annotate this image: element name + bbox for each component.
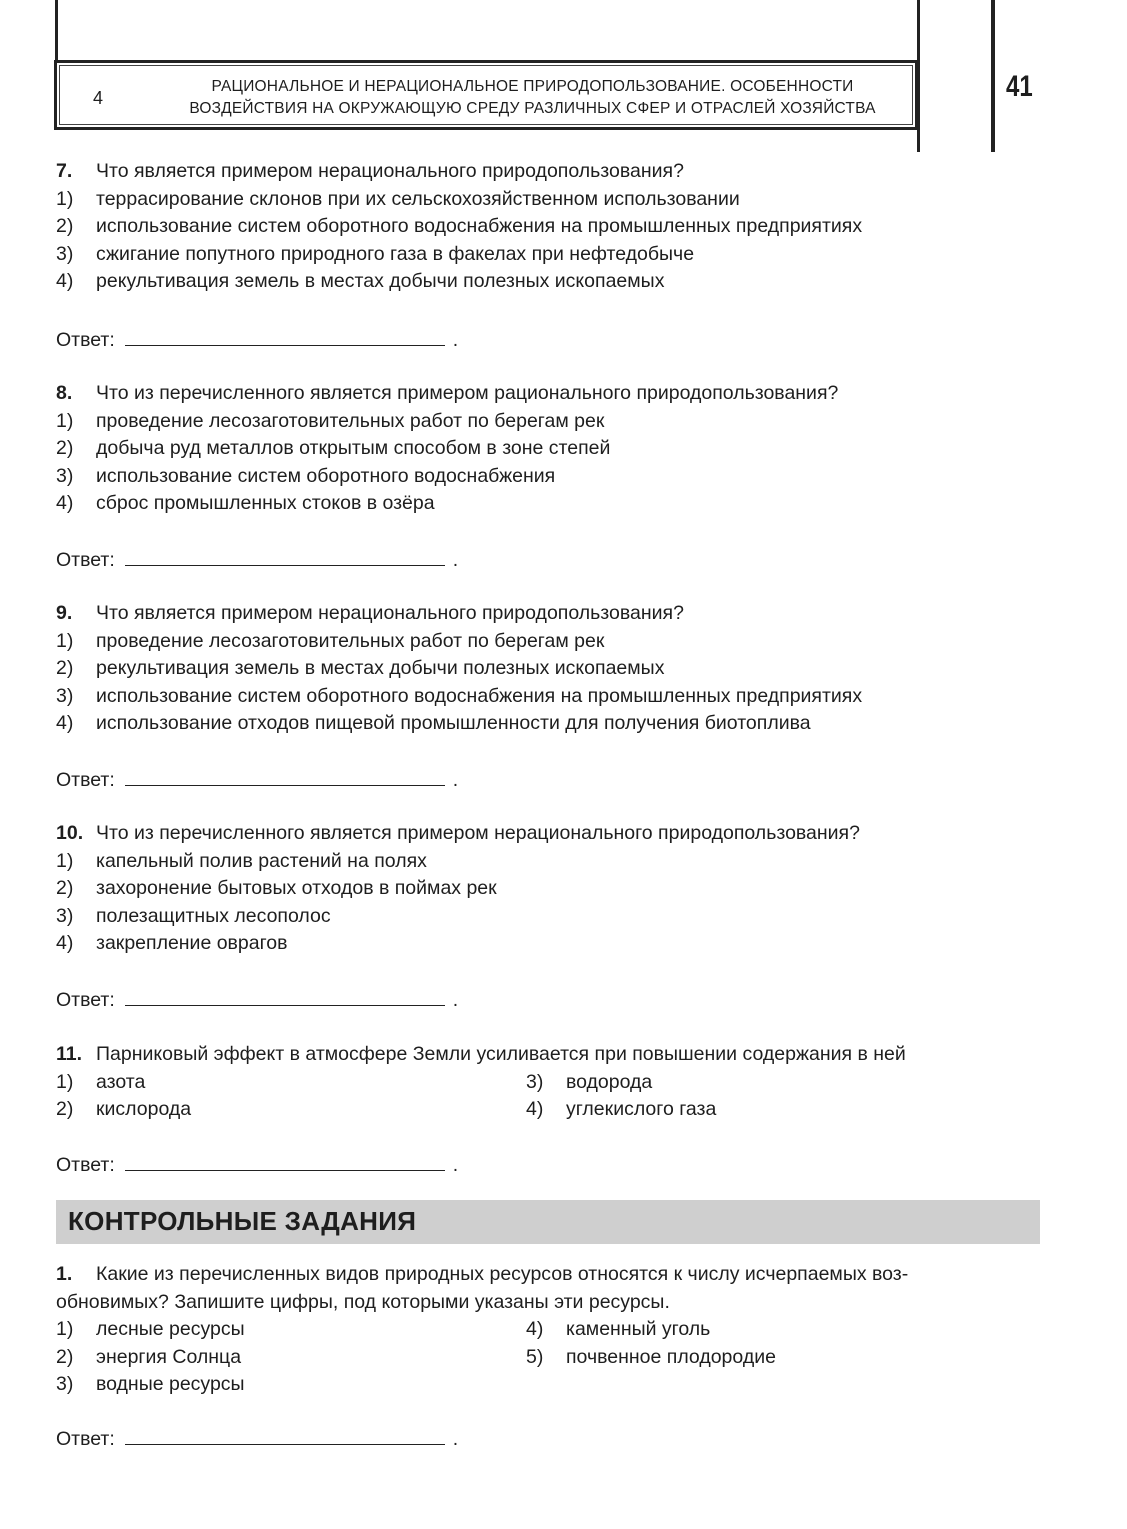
option-text: водорода <box>566 1070 653 1093</box>
answer-label: Ответ: <box>56 1154 115 1176</box>
answer-blank-field[interactable] <box>125 1426 445 1445</box>
chapter-title-line-2: ВОЗДЕЙСТВИЯ НА ОКРУЖАЮЩУЮ СРЕДУ РАЗЛИЧНЫХ СФЕР И ОТРАСЛЕЙ ХОЗЯЙСТВА <box>189 100 876 117</box>
option-text: почвенное плодородие <box>566 1345 776 1368</box>
option-number: 4) <box>56 492 74 514</box>
option-text: сброс промышленных стоков в озёра <box>96 492 435 514</box>
option-number: 1) <box>56 409 74 432</box>
answer-label: Ответ: <box>56 769 115 791</box>
answer-line-8 <box>56 546 458 574</box>
answer-line-control-1 <box>56 1425 458 1453</box>
answer-line-10 <box>56 986 458 1014</box>
question-9 <box>56 600 1046 738</box>
option-number: 4) <box>526 1098 544 1120</box>
question-number: 8. <box>56 382 73 404</box>
option-text: рекультивация земель в местах добычи полезных ископаемых <box>96 270 665 292</box>
answer-line-11 <box>56 1151 458 1179</box>
answer-period: . <box>452 1154 459 1176</box>
option-number: 2) <box>56 437 74 459</box>
option-number: 4) <box>56 270 74 292</box>
answer-blank-field[interactable] <box>125 767 445 786</box>
option-number: 5) <box>526 1345 544 1368</box>
question-number: 1. <box>56 1263 73 1285</box>
option-text: проведение лесозаготовительных работ по берегам рек <box>96 629 605 652</box>
answer-blank-field[interactable] <box>125 987 445 1006</box>
chapter-number: 4 <box>93 88 104 108</box>
chapter-title-line-1: РАЦИОНАЛЬНОЕ И НЕРАЦИОНАЛЬНОЕ ПРИРОДОПОЛЬЗОВАНИЕ. ОСОБЕННОСТИ <box>211 78 854 95</box>
question-text-line-1: Какие из перечисленных видов природных ресурсов относятся к числу исчерпаемых воз- <box>96 1263 909 1285</box>
answer-period: . <box>452 989 459 1011</box>
answer-blank-field[interactable] <box>125 547 445 566</box>
option-number: 3) <box>526 1070 544 1093</box>
question-number: 10. <box>56 822 84 844</box>
frame-line-left <box>55 0 58 60</box>
answer-label: Ответ: <box>56 1428 115 1450</box>
option-number: 1) <box>56 629 74 652</box>
option-text: проведение лесозаготовительных работ по берегам рек <box>96 409 605 432</box>
question-text: Что из перечисленного является примером нерационального природопользования? <box>96 822 860 844</box>
option-text: террасирование склонов при их сельскохозяйственном использовании <box>96 187 740 210</box>
chapter-title <box>160 76 905 120</box>
answer-label: Ответ: <box>56 549 115 571</box>
answer-blank-field[interactable] <box>125 327 445 346</box>
option-text: углекислого газа <box>566 1098 717 1120</box>
option-text: кислорода <box>96 1098 192 1120</box>
option-number: 2) <box>56 215 74 237</box>
option-text: лесные ресурсы <box>96 1318 245 1340</box>
option-text: водные ресурсы <box>96 1373 245 1395</box>
answer-period: . <box>452 1428 459 1450</box>
section-title: КОНТРОЛЬНЫЕ ЗАДАНИЯ <box>68 1206 417 1236</box>
question-text-line-2: обновимых? Запишите цифры, под которыми указаны эти ресурсы. <box>56 1290 670 1313</box>
question-text: Что является примером нерационального природопользования? <box>96 602 684 624</box>
option-text: захоронение бытовых отходов в поймах рек <box>96 877 497 899</box>
page-number: 41 <box>1006 70 1033 103</box>
question-7 <box>56 158 1046 296</box>
option-number: 3) <box>56 904 74 927</box>
option-text: закрепление оврагов <box>96 932 288 954</box>
option-text: капельный полив растений на полях <box>96 849 427 872</box>
option-text: полезащитных лесополос <box>96 904 331 927</box>
option-text: энергия Солнца <box>96 1345 242 1368</box>
option-number: 4) <box>56 712 74 734</box>
option-number: 2) <box>56 1345 74 1368</box>
option-text: добыча руд металлов открытым способом в зоне степей <box>96 437 611 459</box>
option-text: каменный уголь <box>566 1318 711 1340</box>
option-number: 3) <box>56 684 74 707</box>
question-10 <box>56 820 1046 958</box>
answer-line-7 <box>56 326 458 354</box>
answer-period: . <box>452 329 459 351</box>
option-number: 4) <box>526 1318 544 1340</box>
option-number: 3) <box>56 242 74 265</box>
option-text: использование систем оборотного водоснабжения <box>96 464 556 487</box>
option-text: использование отходов пищевой промышленности для получения биотоплива <box>96 712 811 734</box>
option-number: 2) <box>56 1098 74 1120</box>
answer-label: Ответ: <box>56 989 115 1011</box>
option-number: 1) <box>56 1318 74 1340</box>
answer-label: Ответ: <box>56 329 115 351</box>
question-text: Парниковый эффект в атмосфере Земли усиливается при повышении содержания в ней <box>96 1043 906 1065</box>
option-number: 4) <box>56 932 74 954</box>
answer-blank-field[interactable] <box>125 1152 445 1171</box>
option-text: азота <box>96 1070 146 1093</box>
option-number: 2) <box>56 877 74 899</box>
question-8 <box>56 380 1046 518</box>
option-text: рекультивация земель в местах добычи полезных ископаемых <box>96 657 665 679</box>
question-text: Что из перечисленного является примером рационального природопользования? <box>96 382 839 404</box>
question-text: Что является примером нерационального природопользования? <box>96 160 684 182</box>
question-number: 7. <box>56 160 73 182</box>
option-number: 1) <box>56 187 74 210</box>
answer-period: . <box>452 549 459 571</box>
option-number: 2) <box>56 657 74 679</box>
option-text: использование систем оборотного водоснабжения на промышленных предприятиях <box>96 215 863 237</box>
frame-line-page-edge <box>991 0 995 152</box>
answer-period: . <box>452 769 459 791</box>
option-text: использование систем оборотного водоснабжения на промышленных предприятиях <box>96 684 863 707</box>
option-number: 1) <box>56 849 74 872</box>
answer-line-9 <box>56 766 458 794</box>
option-number: 3) <box>56 1373 74 1395</box>
control-question-1 <box>56 1261 1046 1399</box>
question-11 <box>56 1041 1046 1124</box>
option-number: 1) <box>56 1070 74 1093</box>
option-number: 3) <box>56 464 74 487</box>
option-text: сжигание попутного природного газа в факелах при нефтедобыче <box>96 242 695 265</box>
question-number: 9. <box>56 602 73 624</box>
question-number: 11. <box>56 1043 83 1065</box>
